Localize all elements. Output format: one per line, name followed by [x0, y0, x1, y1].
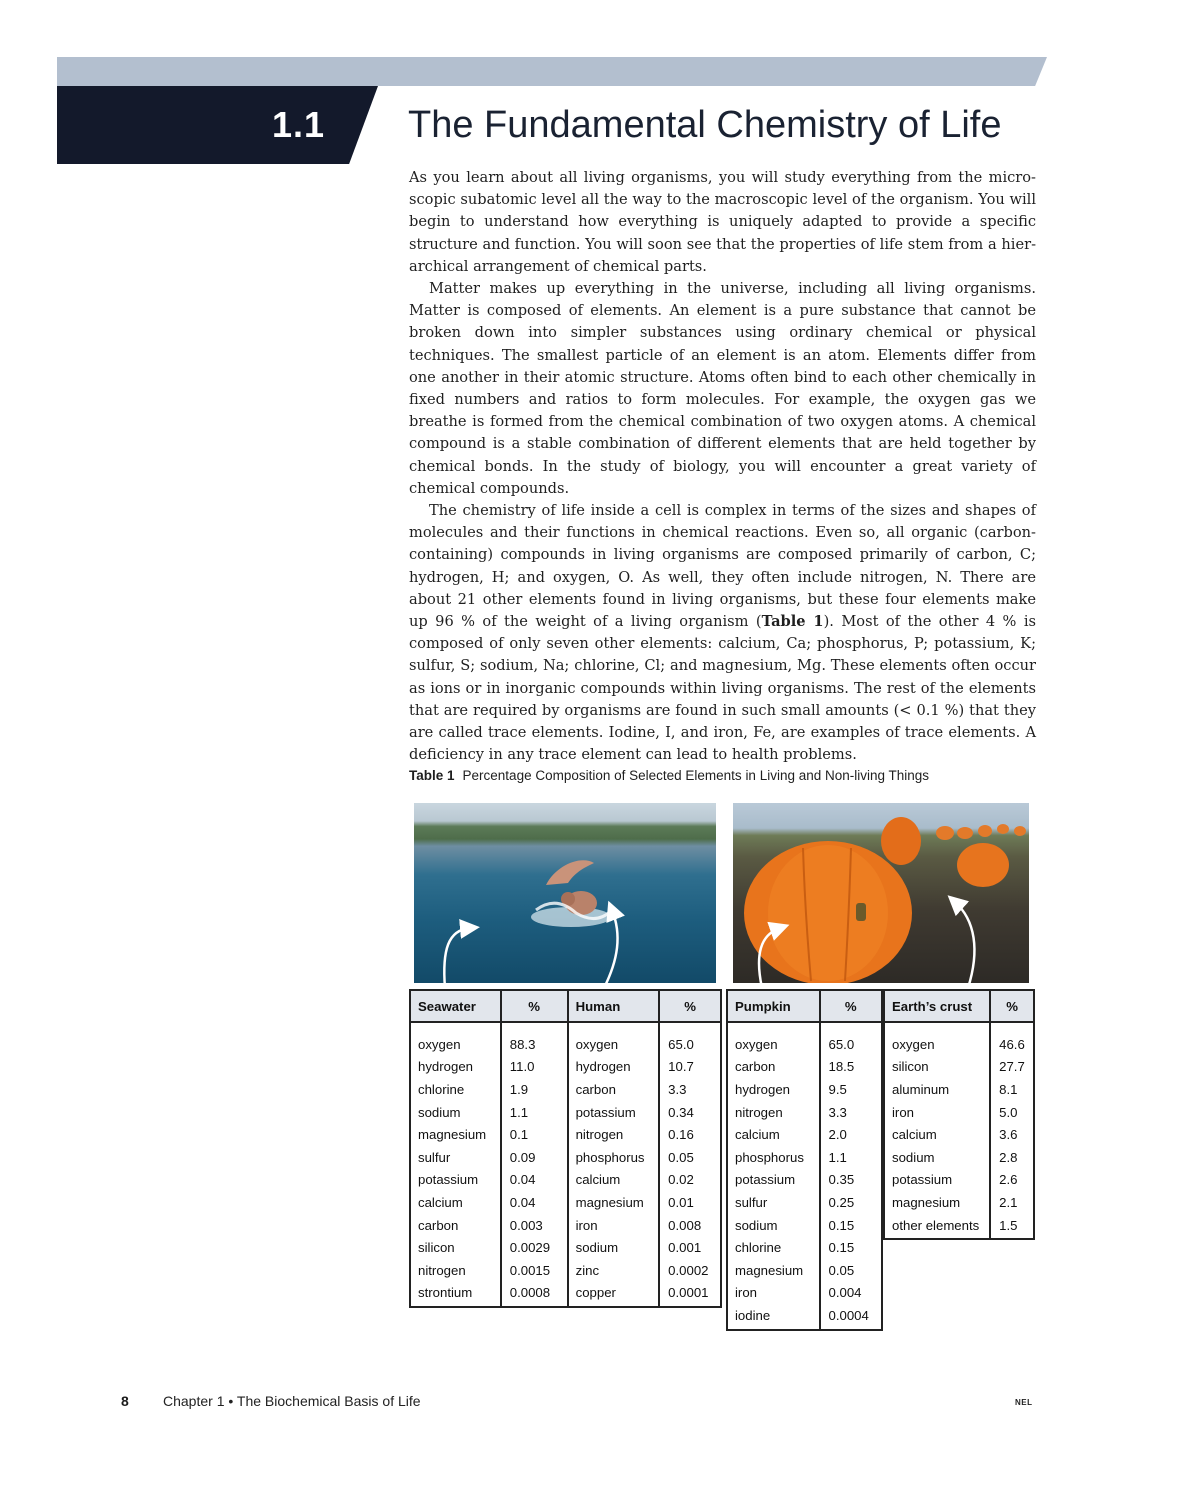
- crust-element: other elements: [884, 1214, 990, 1240]
- chapter-footer: Chapter 1 • The Biochemical Basis of Life: [163, 1393, 421, 1409]
- seawater-element: hydrogen: [410, 1056, 501, 1079]
- section-number-block: [57, 86, 378, 164]
- seawater-value: 0.04: [501, 1191, 568, 1214]
- publisher-mark: NEL: [1015, 1398, 1033, 1407]
- table-row: [884, 1214, 1034, 1240]
- human-value: 0.34: [659, 1101, 721, 1124]
- crust-element: sodium: [884, 1146, 990, 1169]
- human-value: 0.001: [659, 1236, 721, 1259]
- seawater-element: sodium: [410, 1101, 501, 1124]
- human-element: oxygen: [568, 1022, 660, 1056]
- human-value: 0.008: [659, 1214, 721, 1237]
- pumpkin-element: potassium: [727, 1169, 820, 1192]
- crust-header: Earth’s crust: [884, 990, 990, 1022]
- seawater-element: nitrogen: [410, 1259, 501, 1282]
- table-row: [410, 1282, 721, 1308]
- table-row: [410, 1123, 721, 1146]
- pumpkin-value: 0.0004: [820, 1304, 882, 1330]
- human-value: 0.02: [659, 1169, 721, 1192]
- crust-pct-header: %: [990, 990, 1034, 1022]
- seawater-value: 0.1: [501, 1123, 568, 1146]
- seawater-pct-header: %: [501, 990, 568, 1022]
- table-row: [727, 1146, 882, 1169]
- seawater-element: oxygen: [410, 1022, 501, 1056]
- table-row: [727, 1259, 882, 1282]
- seawater-element: silicon: [410, 1236, 501, 1259]
- human-element: phosphorus: [568, 1146, 660, 1169]
- body-text: [409, 167, 1036, 766]
- table-row: [884, 1146, 1034, 1169]
- human-value: 3.3: [659, 1078, 721, 1101]
- table-row: [727, 1169, 882, 1192]
- human-element: iron: [568, 1214, 660, 1237]
- seawater-element: calcium: [410, 1191, 501, 1214]
- pumpkin-element: iron: [727, 1282, 820, 1305]
- pumpkin-photo: [733, 803, 1029, 983]
- pumpkin-value: 0.05: [820, 1259, 882, 1282]
- human-value: 0.01: [659, 1191, 721, 1214]
- pumpkin-value: 2.0: [820, 1123, 882, 1146]
- seawater-element: magnesium: [410, 1123, 501, 1146]
- table-row: [884, 1056, 1034, 1079]
- pumpkin-element: magnesium: [727, 1259, 820, 1282]
- table-row: [410, 1236, 721, 1259]
- crust-value: 27.7: [990, 1056, 1034, 1079]
- table-row: [727, 1191, 882, 1214]
- table-row: [410, 1101, 721, 1124]
- pumpkin-value: 18.5: [820, 1056, 882, 1079]
- swimmer-photo: [414, 803, 716, 983]
- pumpkin-value: 0.15: [820, 1236, 882, 1259]
- table-row: [410, 1259, 721, 1282]
- pumpkin-value: 0.35: [820, 1169, 882, 1192]
- swimmer-figure: [526, 855, 616, 935]
- pumpkin-illustration: [733, 803, 1029, 983]
- human-value: 10.7: [659, 1056, 721, 1079]
- table-row: [410, 1078, 721, 1101]
- paragraph-3-text-a: The chemistry of life inside a cell is complex in terms of the sizes and shapes of molecules and their functions in chemical reactions. Even so, all organic (carbon-containing) compounds in living organisms are composed primarily of carbon, C; hydrogen, H; and oxygen, O. As well, they often include nitrogen, N. There are about 21 other elements found in living organisms, but these four elements make up 96 % of the weight of a living organism (: [409, 502, 1036, 631]
- pumpkin-value: 0.15: [820, 1214, 882, 1237]
- crust-element: magnesium: [884, 1191, 990, 1214]
- seawater-element: chlorine: [410, 1078, 501, 1101]
- paragraph-2-text: Matter makes up everything in the universe, including all living organisms. Matter is composed of elements. An element is a pure substance that cannot be broken down into simpler substances using ordinary chemical or physical techniques. The smallest particle of an element is an atom. Elements differ from one another in their atomic structure. Atoms often bind to each other chemically in fixed numbers and ratios to form molecules. For example, the oxygen gas we breathe is formed from the chemical combination of two oxygen atoms. A chemical compound is a stable combination of different elements that are held together by chemical bonds. In the study of biology, you will encounter a great variety of chemical compounds.: [409, 280, 1036, 497]
- human-element: nitrogen: [568, 1123, 660, 1146]
- table-row: [410, 1146, 721, 1169]
- human-element: sodium: [568, 1236, 660, 1259]
- earths-crust-table: [883, 989, 1035, 1240]
- seawater-value: 1.1: [501, 1101, 568, 1124]
- table-row: [884, 1191, 1034, 1214]
- table-row: [884, 1123, 1034, 1146]
- section-title: The Fundamental Chemistry of Life: [408, 104, 1002, 146]
- seawater-element: potassium: [410, 1169, 501, 1192]
- table-row: [727, 1123, 882, 1146]
- seawater-element: strontium: [410, 1282, 501, 1308]
- pumpkin-value: 1.1: [820, 1146, 882, 1169]
- table-caption-label: Table 1: [409, 768, 455, 783]
- table-reference[interactable]: Table 1: [761, 613, 824, 631]
- section-number: 1.1: [272, 104, 326, 145]
- seawater-value: 88.3: [501, 1022, 568, 1056]
- crust-value: 8.1: [990, 1078, 1034, 1101]
- pumpkin-table: [726, 989, 883, 1331]
- crust-value: 3.6: [990, 1123, 1034, 1146]
- crust-value: 2.6: [990, 1169, 1034, 1192]
- pumpkin-value: 0.004: [820, 1282, 882, 1305]
- human-value: 0.05: [659, 1146, 721, 1169]
- pumpkin-element: sulfur: [727, 1191, 820, 1214]
- pumpkin-value: 9.5: [820, 1078, 882, 1101]
- human-element: magnesium: [568, 1191, 660, 1214]
- seawater-value: 0.04: [501, 1169, 568, 1192]
- human-value: 0.16: [659, 1123, 721, 1146]
- human-element: hydrogen: [568, 1056, 660, 1079]
- table-row: [727, 1056, 882, 1079]
- human-element: copper: [568, 1282, 660, 1308]
- pumpkin-value: 65.0: [820, 1022, 882, 1056]
- pumpkin-element: nitrogen: [727, 1101, 820, 1124]
- table-row: [410, 1191, 721, 1214]
- seawater-element: sulfur: [410, 1146, 501, 1169]
- pumpkin-element: carbon: [727, 1056, 820, 1079]
- human-value: 0.0001: [659, 1282, 721, 1308]
- table-row: [884, 1078, 1034, 1101]
- table-row: [884, 1101, 1034, 1124]
- pumpkin-value: 3.3: [820, 1101, 882, 1124]
- table-row: [727, 1078, 882, 1101]
- pumpkin-header: Pumpkin: [727, 990, 820, 1022]
- human-pct-header: %: [659, 990, 721, 1022]
- seawater-value: 0.0008: [501, 1282, 568, 1308]
- crust-element: potassium: [884, 1169, 990, 1192]
- pumpkin-pct-header: %: [820, 990, 882, 1022]
- crust-element: oxygen: [884, 1022, 990, 1056]
- pumpkin-element: calcium: [727, 1123, 820, 1146]
- pumpkin-element: hydrogen: [727, 1078, 820, 1101]
- table-row: [410, 1169, 721, 1192]
- crust-element: iron: [884, 1101, 990, 1124]
- table-row: [727, 1282, 882, 1305]
- seawater-human-table: [409, 989, 722, 1308]
- human-element: potassium: [568, 1101, 660, 1124]
- pumpkin-element: chlorine: [727, 1236, 820, 1259]
- crust-value: 2.8: [990, 1146, 1034, 1169]
- human-element: zinc: [568, 1259, 660, 1282]
- human-value: 0.0002: [659, 1259, 721, 1282]
- seawater-value: 1.9: [501, 1078, 568, 1101]
- page-number: 8: [121, 1393, 129, 1409]
- pumpkin-element: phosphorus: [727, 1146, 820, 1169]
- paragraph-3: [409, 500, 1036, 766]
- table-row: [884, 1022, 1034, 1056]
- seawater-value: 0.09: [501, 1146, 568, 1169]
- crust-value: 1.5: [990, 1214, 1034, 1240]
- table-row: [884, 1169, 1034, 1192]
- seawater-value: 11.0: [501, 1056, 568, 1079]
- paragraph-3-text-b: ). Most of the other 4 % is composed of only seven other elements: calcium, Ca; phosphorus, P; potassium, K; sulfur, S; sodium, Na; chlorine, Cl; and magnesium, Mg. These elements often occur as ions or in inorganic compounds within living organisms. The rest of the elements that are required by organisms are found in such small amounts (< 0.1 %) that they are called trace elements. Iodine, I, and iron, Fe, are examples of trace elements. A deficiency in any trace element can lead to health problems.: [409, 613, 1036, 764]
- paragraph-2: [409, 278, 1036, 500]
- seawater-header: Seawater: [410, 990, 501, 1022]
- table-caption: [409, 768, 929, 783]
- crust-element: aluminum: [884, 1078, 990, 1101]
- seawater-value: 0.003: [501, 1214, 568, 1237]
- table-row: [727, 1304, 882, 1330]
- pumpkin-value: 0.25: [820, 1191, 882, 1214]
- pumpkin-element: sodium: [727, 1214, 820, 1237]
- crust-value: 2.1: [990, 1191, 1034, 1214]
- table-row: [410, 1056, 721, 1079]
- human-element: calcium: [568, 1169, 660, 1192]
- table-row: [727, 1022, 882, 1056]
- crust-value: 5.0: [990, 1101, 1034, 1124]
- table-caption-text: Percentage Composition of Selected Elements in Living and Non-living Things: [462, 768, 930, 783]
- pumpkin-element: iodine: [727, 1304, 820, 1330]
- paragraph-1: As you learn about all living organisms, you will study everything from the micro-scopic subatomic level all the way to the macroscopic level of the organism. You will begin to understand how everything is uniquely adapted to provide a specific structure and function. You will soon see that the properties of life stem from a hier-archical arrangement of chemical parts.: [409, 169, 1036, 275]
- human-header: Human: [568, 990, 660, 1022]
- pumpkin-element: oxygen: [727, 1022, 820, 1056]
- table-row: [410, 1214, 721, 1237]
- table-row: [727, 1236, 882, 1259]
- crust-element: silicon: [884, 1056, 990, 1079]
- seawater-element: carbon: [410, 1214, 501, 1237]
- crust-value: 46.6: [990, 1022, 1034, 1056]
- table-row: [727, 1101, 882, 1124]
- human-element: carbon: [568, 1078, 660, 1101]
- table-row: [410, 1022, 721, 1056]
- human-value: 65.0: [659, 1022, 721, 1056]
- seawater-value: 0.0029: [501, 1236, 568, 1259]
- crust-element: calcium: [884, 1123, 990, 1146]
- seawater-value: 0.0015: [501, 1259, 568, 1282]
- header-band: [57, 57, 1047, 86]
- table-row: [727, 1214, 882, 1237]
